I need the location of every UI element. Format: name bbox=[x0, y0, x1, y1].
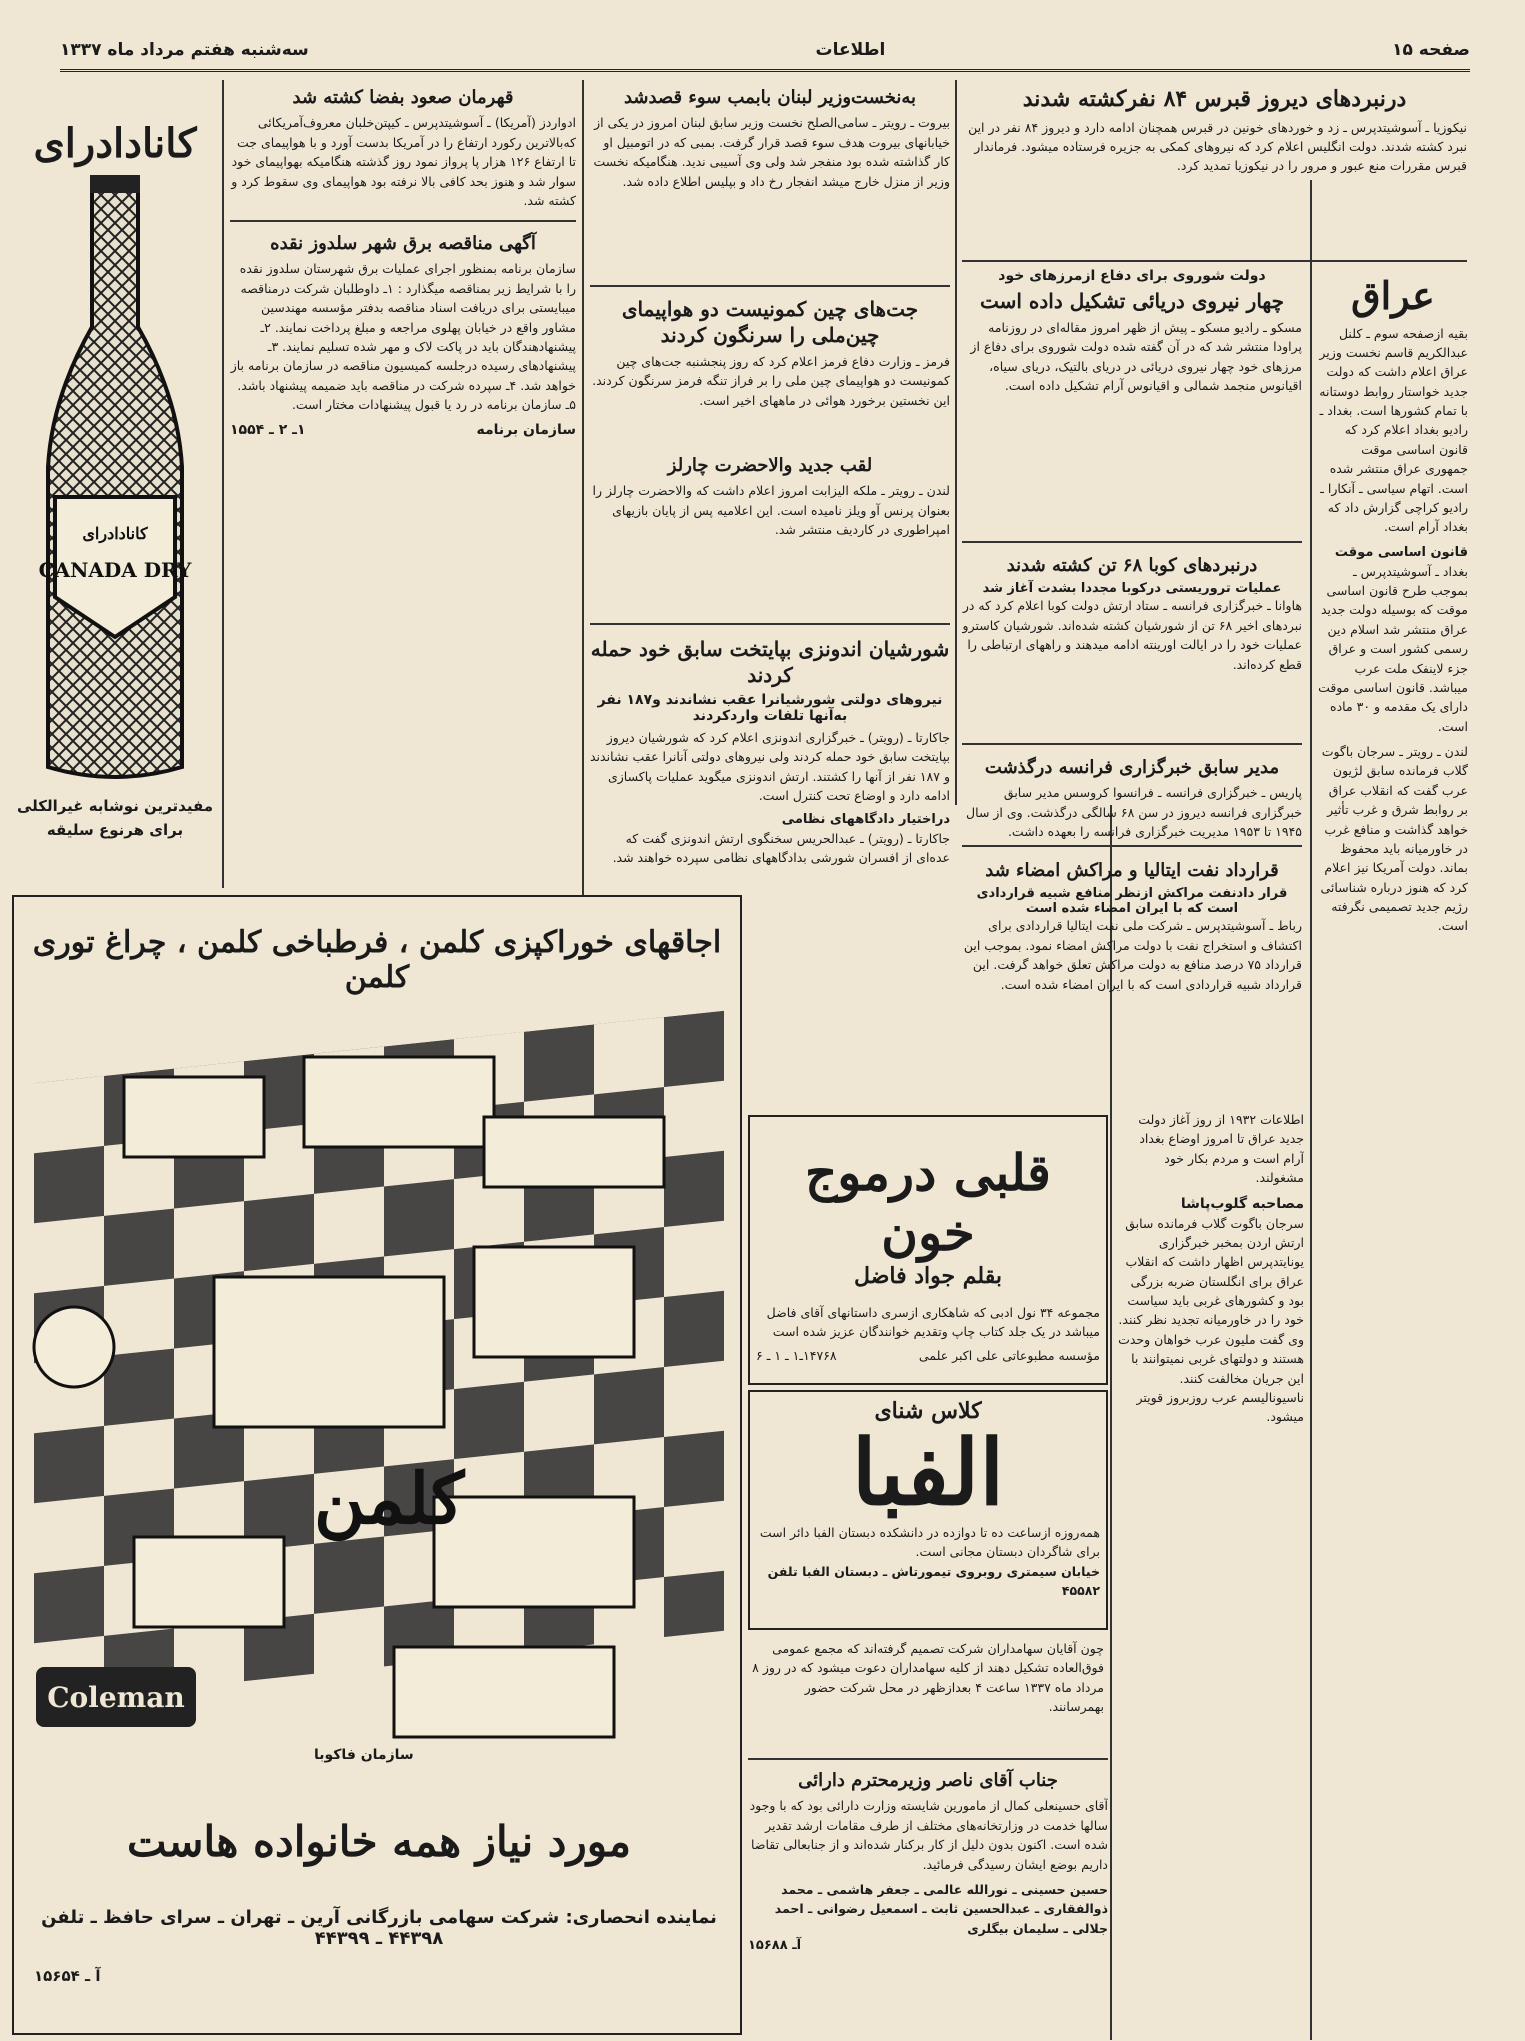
article-lebanon bbox=[590, 82, 950, 287]
article-champion bbox=[230, 82, 576, 222]
article-champion-headline: قهرمان صعود بفضا کشته شد bbox=[292, 87, 514, 108]
article-cuba bbox=[962, 550, 1302, 745]
article-afp bbox=[962, 752, 1302, 847]
article-afp-body: پاریس ـ خبرگزاری فرانسه ـ فرانسوا کروسس مدیر سابق خبرگزاری فرانسه دیروز در سن ۶۸ سالگی درگذشت. وی از سال ۱۹۴۵ تا ۱۹۵۳ مدیریت خبرگزاری فرانسه را بعهده داشت. bbox=[966, 785, 1302, 840]
ad-alefba-address: خیابان سیمتری روبروی تیمورتاش ـ دبستان الفبا تلفن ۴۵۵۸۲ bbox=[767, 1563, 1100, 1599]
canada-dry-ad bbox=[10, 80, 220, 888]
article-nasser-signers: حسین حسینی ـ نورالله عالمی ـ جعفر هاشمی ـ محمد ذوالفقاری ـ عبدالحسین ثابت ـ اسمعیل رضوانی ـ احمد جلالی ـ سلیمان بیگلری bbox=[774, 1881, 1108, 1936]
stove-5 bbox=[474, 1247, 634, 1357]
article-indonesia-sub2: دراختیار دادگاههای نظامی bbox=[781, 811, 950, 827]
article-glubb bbox=[1118, 1110, 1304, 2030]
article-cyprus-body: نیکوزیا ـ آسوشیتدپرس ـ زد و خوردهای خونین در قبرس همچنان ادامه دارد و دیروز ۸۴ نفر در این نبرد کشته شدند. دولت انگلیس اعلام کرد که نیروهای کمکی به جزیره فرستاده میشود. فرماندار قبرس مقررات منع عبور و مرور را در نیکوزیا تمدید کرد. bbox=[968, 119, 1467, 174]
article-cyprus-headline: درنبردهای دیروز قبرس ۸۴ نفرکشته شدند bbox=[1022, 86, 1407, 112]
article-italy-headline: قرارداد نفت ایتالیا و مراکش امضاء شد bbox=[985, 860, 1279, 881]
article-nasser-body: آقای حسینعلی کمال از مامورین شایسته وزارت دارائی بود که با وجود سالها خدمت در وزارتخانه‌های مختلف از طرف مقامات ارشد تقدیر شده است. اکنون بدون دلیل از کار برکنار شده‌اند و از جنابعالی تقاضا داریم بوضع ایشان رسیدگی فرمائید. bbox=[749, 1798, 1108, 1872]
ad-alefba-title: الفبا bbox=[851, 1420, 1005, 1526]
ad-qalbi bbox=[748, 1115, 1108, 1385]
stove-1 bbox=[124, 1077, 264, 1157]
article-glubb-sub: مصاحبه گلوب‌پاشا bbox=[1180, 1195, 1304, 1212]
article-nasser bbox=[748, 1765, 1108, 2035]
article-tender-body: سازمان برنامه بمنظور اجرای عملیات برق شهرستان سلدوز نقده را با شرایط زیر بمناقصه میگذارد : ۱ـ داوطلبان شرکت درمناقصه میبایستی برای دریافت اسناد مناقصه بدفتر مؤسسه مهندسین مشاور واقع در خیابان پهلوی مراجعه و مبلغ پرداخت نمایند. ۲ـ پیشنهادهندگان باید در پاکت لاک و مهر شده تسلیم نمایند. ۳ـ پیشنهادهای رسیده درجلسه کمیسیون مناقصه در سازمان برنامه باز خواهد شد. ۴ـ سپرده شرکت در مناقصه باید ضمیمه پیشنهاد باشد. ۵ـ سازمان برنامه در رد یا قبول پیشنهادات مختار است. bbox=[230, 261, 576, 413]
article-champion-body: ادواردز (آمریکا) ـ آسوشیتدپرس ـ کیپتن‌خلبان معروف‌آمریکائی که‌بالاترین رکورد ارتفاع را در آمریکا بدست آورد و با هواپیمای جت تا ارتفاع ۱۲۶ هزار پا پرواز نمود روز گذشته هنگامیکه بهواپیمای خود سوار شد و هنوز بحد کافی بالا نرفته بود هواپیمای وی سقوط کرد و کشته شد. bbox=[231, 115, 576, 208]
ad-coleman-script: کلمن bbox=[314, 1457, 465, 1540]
article-charles-body: لندن ـ رویتر ـ ملکه الیزابت امروز اعلام داشت که والاحضرت چارلز را بعنوان پرنس آو ویلز نامیده است. این اعلامیه پس از پایان بازیهای امپراطوری در کاردیف منتشر شد. bbox=[592, 483, 950, 538]
article-italy bbox=[962, 855, 1302, 1105]
masthead-paper: اطلاعات bbox=[815, 39, 886, 60]
masthead-date: سه‌شنبه هفتم مرداد ماه ۱۳۳۷ bbox=[60, 39, 309, 60]
column-rule bbox=[1310, 180, 1312, 2040]
article-iraq-headline: عراق bbox=[1351, 273, 1435, 318]
ad-coleman-headline: اجاقهای خوراکپزی کلمن ، فرطباخی کلمن ، چراغ توری کلمن bbox=[32, 925, 722, 995]
article-soviet bbox=[962, 268, 1302, 543]
article-charles-headline: لقب جدید والاحضرت چارلز bbox=[667, 455, 873, 476]
article-italy-kicker: قرار دادنفت مراکش ازنظر منافع شبیه قراردادی است که با ایران امضاء شده است bbox=[976, 886, 1288, 917]
article-indonesia-body: جاکارتا ـ (رویتر) ـ خبرگزاری اندونزی اعلام کرد که شورشیان دیروز بپایتخت سابق خود حمله کردند ولی نیروهای دولتی آنانرا عقب نشاندند و ۱۸۷ نفر از آنها را کشتند. ارتش اندونزی میگوید عملیات پاکسازی ادامه دارد و اوضاع تحت کنترل است. bbox=[590, 730, 950, 804]
tender-footer bbox=[230, 422, 576, 438]
ad-alefba bbox=[748, 1390, 1108, 1630]
ad-coleman-agency: سازمان فاکوبا bbox=[314, 1747, 414, 1763]
article-soviet-headline: چهار نیروی دریائی تشکیل داده است bbox=[980, 289, 1284, 313]
stove-3 bbox=[484, 1117, 664, 1187]
column-rule bbox=[955, 80, 957, 805]
ad-coleman bbox=[12, 895, 742, 2035]
tender-signature: سازمان برنامه bbox=[476, 422, 576, 439]
ad-qalbi-publisher: مؤسسه مطبوعاتی علی اکبر علمی bbox=[918, 1347, 1100, 1363]
article-iraq-body2: بغداد ـ آسوشیتدپرس ـ بموجب طرح قانون اساسی موقت که بوسیله دولت جدید عراق منتشر شد اسلام دین رسمی کشور است و عراق جزء لاینفک ملت عرب میباشد. قانون اساسی موقت دارای یک مقدمه و ۳۰ ماده است. bbox=[1318, 563, 1468, 734]
article-soviet-kicker: دولت شوروی برای دفاع ازمرزهای خود bbox=[998, 268, 1266, 284]
bottle-illustration bbox=[10, 167, 220, 787]
article-cyprus bbox=[962, 82, 1467, 262]
masthead-page: صفحه ۱۵ bbox=[1392, 39, 1470, 60]
canada-dry-brand: کانادادرای bbox=[33, 120, 197, 167]
ad-qalbi-title: قلبی درموج خون bbox=[805, 1143, 1051, 1262]
article-cuba-headline: درنبردهای کوبا ۶۸ تن کشته شدند bbox=[1006, 555, 1258, 576]
article-china-headline: جت‌های چین کمونیست دو هواپیمای چین‌ملی را سرنگون کردند bbox=[621, 297, 919, 347]
ad-qalbi-footer bbox=[756, 1348, 1100, 1363]
bottle-label-en: CANADA DRY bbox=[38, 558, 192, 582]
stove-2 bbox=[304, 1057, 494, 1147]
tender-code: ۱ـ ۲ ـ ۱۵۵۴ bbox=[230, 422, 306, 439]
canada-dry-tagline-1: مفیدترین نوشابه غیرالکلی bbox=[16, 797, 214, 815]
article-tender-headline: آگهی مناقصه برق شهر سلدوز نقده bbox=[270, 233, 536, 254]
article-iraq-body3: لندن ـ رویتر ـ سرجان باگوت گلاب فرمانده سابق لژیون عرب گفت که انقلاب عراق بر روابط شرق و غرب تأثیر خواهد گذاشت و منافع غرب در خاورمیانه باید محفوظ بماند. دولت آمریکا نیز اعلام کرد که هنوز درباره شناسائی رژیم جدید تصمیمی نگرفته است. bbox=[1320, 744, 1468, 934]
article-lebanon-body: بیروت ـ رویتر ـ سامی‌الصلح نخست وزیر سابق لبنان امروز در یکی از خیابانهای بیروت هدف سوء قصد قرار گرفت. بمبی که در اتومبیل او کار گذاشته شده بود منفجر شد ولی وی آسیبی ندید. هنگامیکه نخست وزیر از منزل خارج میشد انفجار رخ داد و بپلیس اطلاع داده شد. bbox=[593, 115, 950, 189]
ad-alefba-kicker: کلاس شنای bbox=[874, 1398, 982, 1424]
ad-coleman-slogan: مورد نیاز همه خانواده هاست bbox=[127, 1817, 631, 1866]
bottle-label-fa: کانادادرای bbox=[82, 524, 148, 543]
article-charles bbox=[590, 450, 950, 625]
ad-qalbi-code: ۱۴۷۶۸ـ۱ ـ ۱ ـ ۶ bbox=[756, 1347, 837, 1363]
ad-alefba-desc: همه‌روزه ازساعت ده تا دوازده در دانشکده دبستان الفبا دائر است برای شاگردان دبستان مجانی است. bbox=[759, 1525, 1100, 1560]
article-soviet-body: مسکو ـ رادیو مسکو ـ پیش از ظهر امروز مقاله‌ای در روزنامه پراودا منتشر شد که در آن گفته شده دولت شوروی برای دفاع از مرزهای خود چهار نیروی دریائی در دریای بالتیک، دریای سیاه، اقیانوس منجمد شمالی و اقیانوس آرام تشکیل داده است. bbox=[970, 320, 1302, 394]
article-nasser-code: آـ ۱۵۶۸۸ bbox=[748, 1938, 802, 1954]
masthead bbox=[60, 30, 1470, 72]
ad-coleman-logo: Coleman bbox=[36, 1667, 196, 1727]
article-glubb-body: سرجان باگوت گلاب فرمانده سابق ارتش اردن بمخبر خبرگزاری یونایتدپرس اظهار داشت که انقلاب عراق برای انگلستان ضربه بزرگی بود و کشورهای غربی باید سیاست خود را در خاورمیانه تجدید نظر کنند. وی گفت ملیون عرب خواهان وحدت هستند و دولتهای غربی نمیتوانند با این جریان مخالفت کنند. ناسیونالیسم عرب روزبروز قویتر میشود. bbox=[1118, 1215, 1304, 1425]
article-italy-body: رباط ـ آسوشیتدپرس ـ شرکت ملی نفت ایتالیا قراردادی برای اکتشاف و استخراج نفت با دولت مراکش امضاء نمود. بموجب این قرارداد ۷۵ درصد منافع به دولت مراکش تعلق خواهد گرفت. این قرارداد شبیه قراردادی است که با ایران امضاء شده است. bbox=[963, 918, 1302, 992]
article-indonesia-body2: جاکارتا ـ (رویتر) ـ عبدالحریس سخنگوی ارتش اندونزی گفت که عده‌ای از افسران شورشی بدادگاههای نظامی سپرده خواهند شد. bbox=[612, 830, 950, 865]
canada-dry-tagline-2: برای هرنوع سلیقه bbox=[46, 821, 184, 839]
stove-8 bbox=[394, 1647, 614, 1737]
bottle-cap bbox=[90, 175, 140, 193]
article-china-body: فرمز ـ وزارت دفاع فرمز اعلام کرد که روز پنجشنبه جت‌های چین کمونیست دو هواپیمای چین ملی را بر فراز تنگه فرمز سرنگون کردند. این نخستین برخورد هوائی در ماههای اخیر است. bbox=[592, 354, 950, 408]
ad-coleman-rep: نماینده انحصاری: شرکت سهامی بازرگانی آرین ـ تهران ـ سرای حافظ ـ تلفن ۴۴۳۹۸ ـ ۴۴۳۹۹ bbox=[41, 1907, 717, 1949]
article-lebanon-headline: به‌نخست‌وزیر لبنان بابمب سوء قصدشد bbox=[623, 87, 917, 108]
ad-coleman-code: آ ـ ۱۵۶۵۴ bbox=[34, 1967, 101, 1985]
article-glubb-intro: اطلاعات ۱۹۳۲ از روز آغاز دولت جدید عراق تا امروز اوضاع بغداد آرام است و مردم بکار خود مشغولند. bbox=[1138, 1112, 1304, 1186]
lantern bbox=[34, 1307, 114, 1387]
article-indonesia-headline: شورشیان اندونزی بپایتخت سابق خود حمله کردند bbox=[590, 637, 950, 687]
ad-qalbi-author: بقلم جواد فاضل bbox=[854, 1263, 1002, 1289]
column-rule bbox=[222, 80, 224, 888]
ad-qalbi-desc: مجموعه ۳۴ نول ادبی که شاهکاری ازسری داستانهای آقای فاضل میباشد در یک جلد کتاب چاپ وتقدیم خوانندگان عزیز شده است bbox=[766, 1305, 1100, 1340]
article-indonesia-subhead: نیروهای دولتی شورشیانرا عقب نشاندند و۱۸۷ نفر به‌آنها تلفات واردکردند bbox=[597, 692, 943, 724]
article-iraq bbox=[1318, 268, 1468, 2033]
article-cuba-kicker: عملیات تروریستی درکوبا مجددا بشدت آغاز شد bbox=[982, 581, 1282, 597]
article-china bbox=[590, 292, 950, 442]
notice-strip bbox=[748, 1635, 1108, 1760]
article-iraq-sub1: قانون اساسی موقت bbox=[1334, 544, 1468, 560]
article-nasser-headline: جناب آقای ناصر وزیرمحترم دارائی bbox=[798, 1770, 1058, 1791]
notice-strip-body: چون آقایان سهامداران شرکت تصمیم گرفته‌اند که مجمع عمومی فوق‌العاده تشکیل دهند از کلیه سهامداران دعوت میشود که در روز ۸ مرداد ماه ۱۳۳۷ ساعت ۴ بعدازظهر در محل شرکت حضور بهمرسانند. bbox=[752, 1641, 1104, 1715]
article-iraq-body: بقیه ازصفحه سوم ـ کلنل عبدالکریم قاسم نخست وزیر عراق اعلام داشت که دولت جدید خواستار روابط دوستانه با تمام کشورها است. بغداد ـ رادیو بغداد اعلام کرد که قانون اساسی موقت جمهوری عراق منتشر شده است. اتهام سیاسی ـ آنکارا ـ رادیو کراچی گزارش داد که بغداد آرام است. bbox=[1319, 325, 1468, 535]
article-tender bbox=[230, 228, 576, 888]
stove-4 bbox=[214, 1277, 444, 1427]
article-cuba-body: هاوانا ـ خبرگزاری فرانسه ـ ستاد ارتش دولت کوبا اعلام کرد که در نبردهای اخیر ۶۸ تن از شورشیان کشته شده‌اند. شورشیان کاسترو عملیات خود را در ایالت اورینته ادامه میدهند و راههای ارتباطی را قطع کرده‌اند. bbox=[962, 598, 1302, 672]
article-afp-headline: مدیر سابق خبرگزاری فرانسه درگذشت bbox=[984, 757, 1280, 778]
stove-6 bbox=[134, 1537, 284, 1627]
bottle-body-shape bbox=[48, 187, 182, 777]
